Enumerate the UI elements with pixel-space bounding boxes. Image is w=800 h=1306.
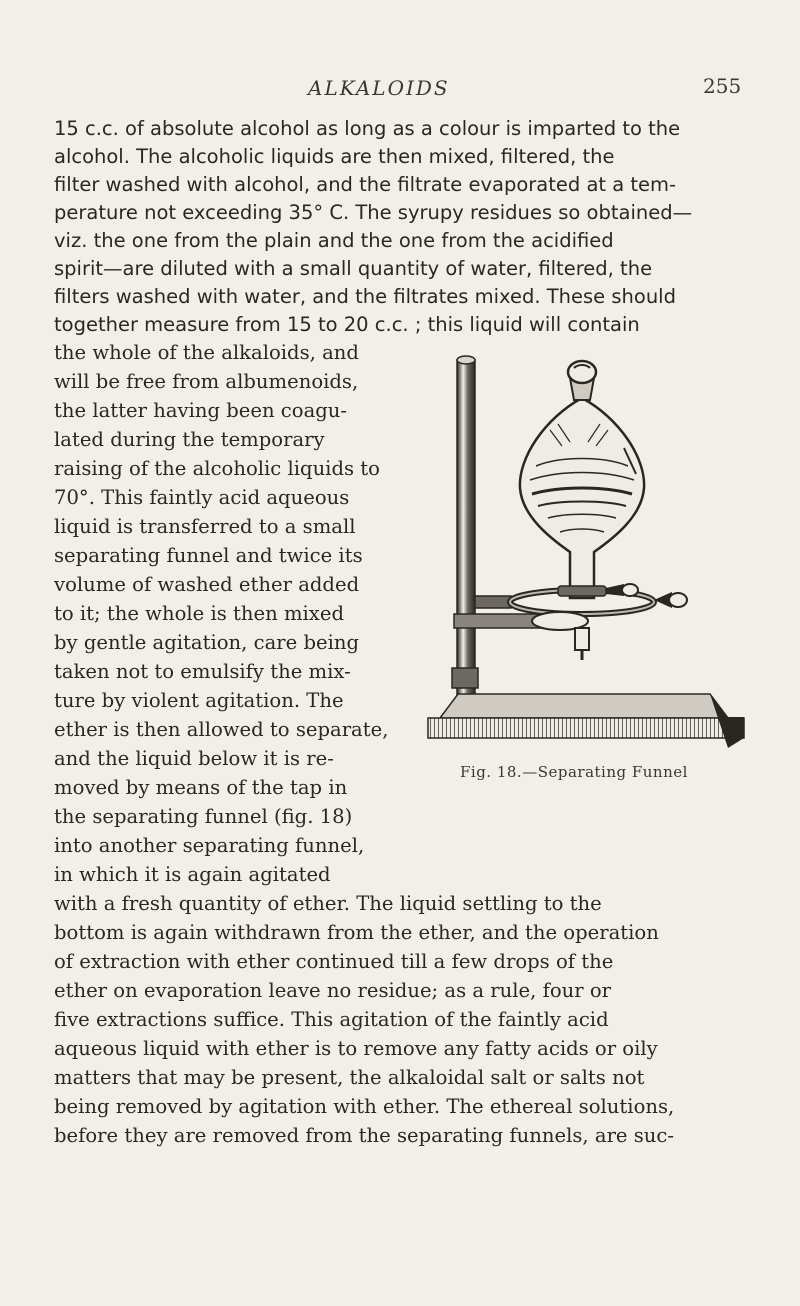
text-line: ether on evaporation leave no residue; as a rule, four or bbox=[54, 979, 611, 1002]
text-line: liquid is transferred to a small bbox=[54, 515, 356, 538]
text-line: together measure from 15 to 20 c.c. ; this liquid will contain bbox=[54, 313, 640, 336]
page-header bbox=[0, 74, 800, 114]
text-line: filters washed with water, and the filtrates mixed. These should bbox=[54, 285, 676, 308]
text-line: alcohol. The alcoholic liquids are then mixed, filtered, the bbox=[54, 145, 615, 168]
figure-caption: Fig. 18.—Separating Funnel bbox=[460, 763, 688, 781]
text-line: viz. the one from the plain and the one from the acidified bbox=[54, 229, 614, 252]
text-line: and the liquid below it is re- bbox=[54, 747, 334, 770]
text-line: before they are removed from the separating funnels, are suc- bbox=[54, 1124, 675, 1147]
text-line: taken not to emulsify the mix- bbox=[54, 660, 351, 683]
separating-funnel-illustration bbox=[410, 338, 750, 758]
text-line: in which it is again agitated bbox=[54, 863, 331, 886]
text-line: spirit—are diluted with a small quantity of water, filtered, the bbox=[54, 257, 653, 280]
text-line: lated during the temporary bbox=[54, 428, 325, 451]
text-line: ether is then allowed to separate, bbox=[54, 718, 389, 741]
text-line: 15 c.c. of absolute alcohol as long as a colour is imparted to the bbox=[54, 117, 681, 140]
text-line: into another separating funnel, bbox=[54, 834, 365, 857]
text-line: to it; the whole is then mixed bbox=[54, 602, 344, 625]
page-number: 255 bbox=[703, 74, 742, 98]
text-line: will be free from albumenoids, bbox=[54, 370, 359, 393]
text-line: aqueous liquid with ether is to remove any fatty acids or oily bbox=[54, 1037, 658, 1060]
text-line: with a fresh quantity of ether. The liquid settling to the bbox=[54, 892, 602, 915]
text-line: the separating funnel (fig. 18) bbox=[54, 805, 353, 828]
text-line: being removed by agitation with ether. The ethereal solutions, bbox=[54, 1095, 675, 1118]
text-line: perature not exceeding 35° C. The syrupy residues so obtained— bbox=[54, 201, 693, 224]
text-line: filter washed with alcohol, and the filtrate evaporated at a tem- bbox=[54, 173, 677, 196]
text-line: bottom is again withdrawn from the ether, and the operation bbox=[54, 921, 659, 944]
text-line: volume of washed ether added bbox=[54, 573, 360, 596]
separating-funnel-figure bbox=[410, 338, 750, 758]
text-line: separating funnel and twice its bbox=[54, 544, 363, 567]
text-line: matters that may be present, the alkaloidal salt or salts not bbox=[54, 1066, 645, 1089]
text-line: 70°. This faintly acid aqueous bbox=[54, 486, 350, 509]
text-line: ture by violent agitation. The bbox=[54, 689, 344, 712]
text-line: five extractions suffice. This agitation of the faintly acid bbox=[54, 1008, 609, 1031]
text-line: raising of the alcoholic liquids to bbox=[54, 457, 380, 480]
text-line: by gentle agitation, care being bbox=[54, 631, 360, 654]
text-line: the whole of the alkaloids, and bbox=[54, 341, 359, 364]
text-line: the latter having been coagu- bbox=[54, 399, 348, 422]
text-line: moved by means of the tap in bbox=[54, 776, 348, 799]
text-line: of extraction with ether continued till a few drops of the bbox=[54, 950, 614, 973]
running-title: ALKALOIDS bbox=[308, 76, 450, 100]
